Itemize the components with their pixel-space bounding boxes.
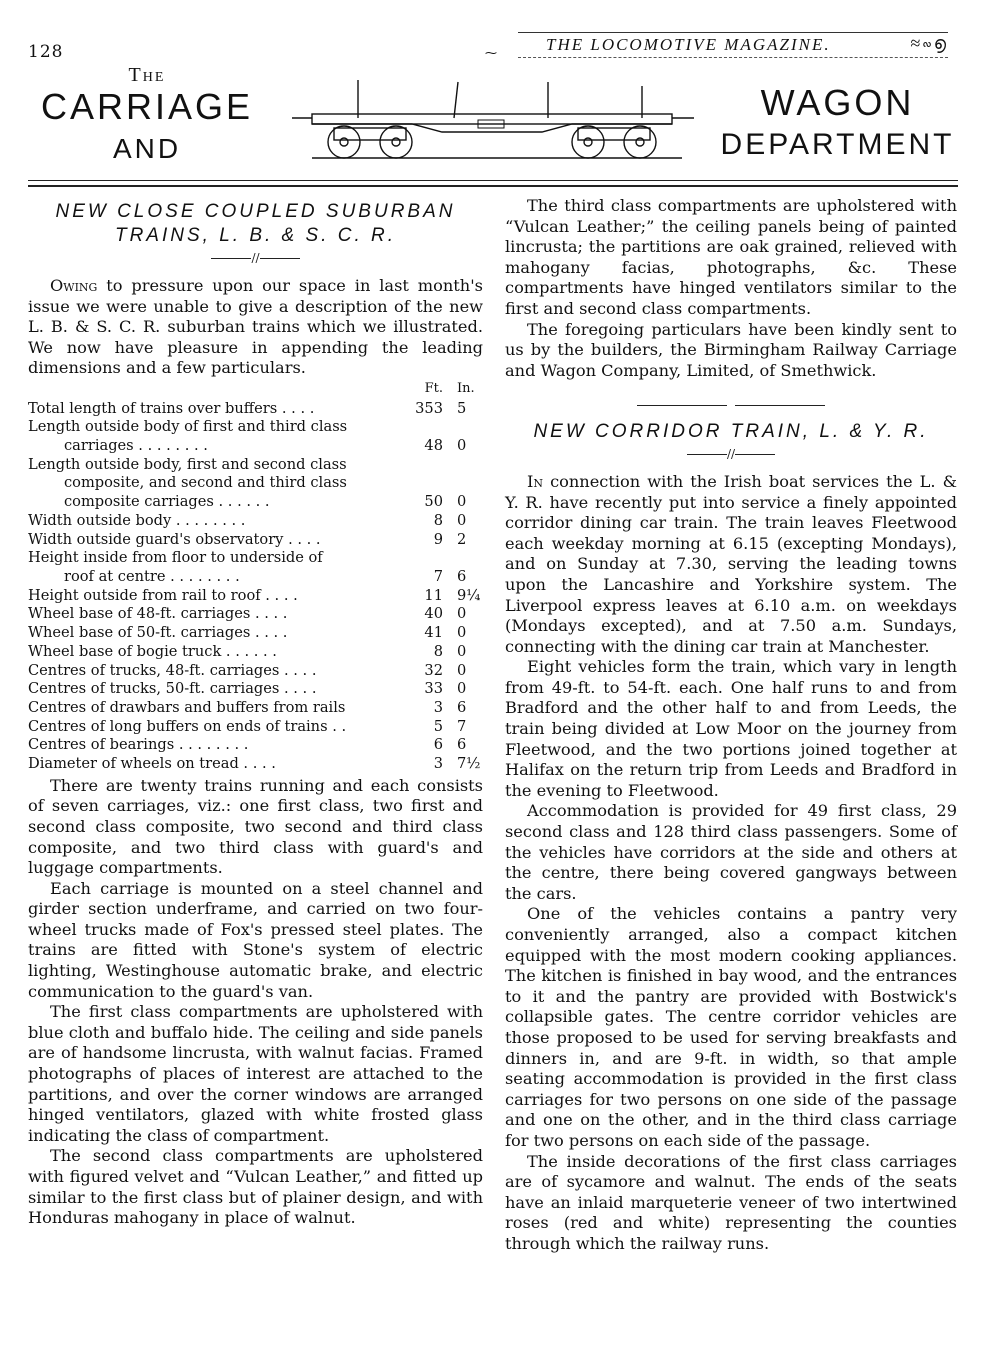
dimension-label: Width outside guard's observatory . . . . xyxy=(28,530,321,548)
flourish-icon: ⁓ xyxy=(485,46,497,60)
heading-the: The xyxy=(128,64,166,86)
dimension-feet: 48 xyxy=(424,437,443,455)
wheel xyxy=(624,126,656,158)
dimension-feet xyxy=(401,418,449,437)
dimension-label: Length outside body, first and second class xyxy=(28,455,347,473)
dimension-row xyxy=(28,493,483,512)
dimension-row xyxy=(28,736,483,755)
article2-paragraph: The inside decorations of the first class carriages are of sycamore and walnut. The ends of the seats have an inlaid marqueterie veneer of two intertwined roses (red and white) representing the counties through which the railway runs. xyxy=(505,1151,957,1253)
magazine-running-head xyxy=(518,32,948,58)
dimension-row xyxy=(28,755,483,774)
dimension-feet: 3 xyxy=(433,755,443,773)
header-ft: Ft. xyxy=(424,380,443,396)
intro-lead: Owing xyxy=(50,276,98,295)
dimension-label: Height outside from rail to roof . . . . xyxy=(28,586,298,604)
page-number-text: 128 xyxy=(28,42,64,62)
dimension-inches: 7½ xyxy=(457,755,481,773)
dimension-row xyxy=(28,456,483,475)
dimension-row xyxy=(28,512,483,531)
dimension-label: Width outside body . . . . . . . . xyxy=(28,511,246,529)
dimension-label: Centres of trucks, 50-ft. carriages . . . . xyxy=(28,680,317,698)
title-separator: // xyxy=(28,250,483,266)
dimension-row xyxy=(28,699,483,718)
section-divider xyxy=(505,391,957,412)
dimension-inches xyxy=(449,418,483,437)
dimension-feet: 33 xyxy=(424,680,443,698)
article1-paragraph: The first class compartments are upholstered with blue cloth and buffalo hide. The ceiling and side panels are of handsome lincrusta, with walnut facias. Framed photographs of places of interest are attached to the partitions, and over the corner windows are arranged hinged ventilators, glazed with white frosted glass indicating the class of compartment. xyxy=(28,1002,483,1145)
dimension-feet: 5 xyxy=(433,717,443,735)
intro-text: to pressure upon our space in last month's issue we were unable to give a description of the new L. B. & S. C. R. suburban trains which we illustrated. We now have pleasure in appending the leading dimensions and a few particulars. xyxy=(28,276,483,378)
article1-intro xyxy=(28,276,483,379)
dimension-row xyxy=(28,437,483,456)
dimension-feet xyxy=(401,474,449,493)
dimension-inches: 6 xyxy=(457,736,467,754)
dimension-feet xyxy=(401,456,449,475)
dimension-feet: 9 xyxy=(433,530,443,548)
dimension-row xyxy=(28,587,483,606)
department-heading-right xyxy=(715,82,960,162)
dimension-inches: 0 xyxy=(457,642,467,660)
dimension-inches: 9¼ xyxy=(457,586,481,604)
dimension-row xyxy=(28,568,483,587)
article1-title-line1: NEW CLOSE COUPLED SUBURBAN xyxy=(55,201,456,222)
left-column xyxy=(28,196,483,1229)
dimension-label: Centres of drawbars and buffers from rails xyxy=(28,698,346,716)
wagon-frame xyxy=(312,114,672,124)
dimension-inches: 0 xyxy=(457,511,467,529)
dimension-inches: 7 xyxy=(457,717,467,735)
dimension-inches: 2 xyxy=(457,530,467,548)
article2-paragraph: Accommodation is provided for 49 first class, 29 second class and 128 third class passengers. Some of the vehicles have corridors at the side and others at the centre, there being covered gangways between the cars. xyxy=(505,801,957,903)
dimension-label: composite, and second and third class xyxy=(64,474,347,492)
dimension-feet: 8 xyxy=(433,642,443,660)
dimension-inches xyxy=(449,456,483,475)
dimension-label: Centres of long buffers on ends of trains . . xyxy=(28,717,347,735)
article1-paragraph: There are twenty trains running and each consists of seven carriages, viz.: one first class, two first and second class composite, two second and third class composite, and two third class with guard's and luggage compartments. xyxy=(28,775,483,878)
dimension-row xyxy=(28,531,483,550)
dimension-feet: 40 xyxy=(424,605,443,623)
dimension-label: Wheel base of bogie truck . . . . . . xyxy=(28,642,277,660)
header-rule xyxy=(28,180,958,187)
page-number xyxy=(28,42,63,62)
dimension-inches xyxy=(449,549,483,568)
dimension-feet: 8 xyxy=(433,511,443,529)
article2-paragraph: One of the vehicles contains a pantry very conveniently arranged, also a compact kitchen equipped with the most modern cooking appliances. The kitchen is finished in bay wood, and the entrances to it and the pantry are provided with Bostwick's collapsible gates. The centre corridor vehicles are those proposed to be used for serving breakfasts and dinners in, and are 9-ft. in width, so that ample seating accommodation is provided in the first class carriages for two persons on one side of the passage and one on the other, and in the third class carriage for two persons on each side of the passage. xyxy=(505,904,957,1150)
title-separator: // xyxy=(505,446,957,462)
heading-carriage: CARRIAGE xyxy=(40,86,254,127)
article1-title xyxy=(28,200,483,248)
dimension-label: roof at centre . . . . . . . . xyxy=(64,568,240,585)
dimension-row xyxy=(28,718,483,737)
dimension-inches: 6 xyxy=(457,568,467,585)
article1-paragraph: The third class compartments are upholstered with “Vulcan Leather;” the ceiling panels being of painted lincrusta; the partitions are oak grained, relieved with mahogany facias, photographs, &c. These compartments have hinged ventilators similar to the first and second class compartments. xyxy=(505,196,957,318)
header-in: In. xyxy=(457,380,475,396)
dimension-inches: 0 xyxy=(457,493,467,511)
heading-and: AND xyxy=(112,133,182,164)
right-column xyxy=(505,196,957,1255)
table-header-row xyxy=(28,379,483,400)
dimension-inches xyxy=(449,474,483,493)
wheel xyxy=(572,126,604,158)
dimension-label: Wheel base of 48-ft. carriages . . . . xyxy=(28,605,288,623)
article2-title: NEW CORRIDOR TRAIN, L. & Y. R. xyxy=(533,420,929,442)
dimension-row xyxy=(28,662,483,681)
dimension-label: Diameter of wheels on tread . . . . xyxy=(28,755,276,773)
dimension-inches: 6 xyxy=(457,698,467,716)
dimension-feet: 11 xyxy=(424,586,443,604)
article1-paragraph: The second class compartments are upholstered with figured velvet and “Vulcan Leather,” and fitted up similar to the first class but of plainer design, and with Honduras mahogany in place of walnut. xyxy=(28,1146,483,1228)
dimension-feet: 353 xyxy=(415,399,443,417)
dimension-row xyxy=(28,549,483,568)
dimension-row xyxy=(28,605,483,624)
dimension-inches: 0 xyxy=(457,624,467,642)
dimension-label: Centres of bearings . . . . . . . . xyxy=(28,736,249,754)
dimension-label: Total length of trains over buffers . . . . xyxy=(28,399,315,417)
article2-paragraph: Eight vehicles form the train, which vary in length from 49-ft. to 54-ft. each. One half runs to and from Bradford and the other half to and from Leeds, the train being divided at Low Moor on the journey from Fleetwood, and the two portions joined together at Halifax on the return trip from Leeds and Bradford in the evening to Fleetwood. xyxy=(505,657,957,800)
dimension-inches: 0 xyxy=(457,605,467,623)
dimension-label: Centres of trucks, 48-ft. carriages . . . . xyxy=(28,661,317,679)
dimension-inches: 5 xyxy=(457,399,467,417)
department-heading-left xyxy=(32,64,262,165)
dimension-label: Height inside from floor to underside of xyxy=(28,549,323,567)
dimension-row xyxy=(28,418,483,437)
dimension-inches: 0 xyxy=(457,661,467,679)
dimension-row xyxy=(28,680,483,699)
dimension-row xyxy=(28,400,483,419)
article1-title-line2: TRAINS, L. B. & S. C. R. xyxy=(114,225,397,246)
dimension-row xyxy=(28,643,483,662)
dimension-row xyxy=(28,624,483,643)
dimension-feet: 3 xyxy=(433,698,443,716)
heading-department: DEPARTMENT xyxy=(720,128,955,161)
scroll-ornament-icon: ≈∾൭ xyxy=(910,33,948,53)
intro-text: connection with the Irish boat services the L. & Y. R. have recently put into service a finely appointed corridor dining car train. The train leaves Fleetwood each weekday morning at 6.15 (excepting Mondays), and on Sunday at 7.30, serving the leading towns upon the Lancashire and Yorkshire system. The Liverpool express leaves at 6.10 a.m. on weekdays (Mondays excepted), and at 7.50 a.m. Sundays, connecting with the dining car train at Manchester. xyxy=(505,471,957,656)
article1-paragraph: Each carriage is mounted on a steel channel and girder section underframe, and carried on two four-wheel trucks made of Fox's pressed steel plates. The trains are fitted with Stone's system of electric lighting, Westinghouse automatic brake, and electric communication to the guard's van. xyxy=(28,878,483,1001)
dimension-label: Length outside body of first and third class xyxy=(28,418,348,436)
wagon-illustration xyxy=(282,72,702,164)
wheel xyxy=(380,126,412,158)
dimension-feet: 7 xyxy=(433,568,443,585)
dimension-label: carriages . . . . . . . . xyxy=(64,437,208,455)
magazine-title: THE LOCOMOTIVE MAGAZINE. xyxy=(546,35,831,54)
heading-wagon: WAGON xyxy=(760,82,915,123)
dimension-inches: 0 xyxy=(457,680,467,698)
dimension-feet: 41 xyxy=(424,624,443,642)
dimension-row xyxy=(28,474,483,493)
dimension-label: Wheel base of 50-ft. carriages . . . . xyxy=(28,624,288,642)
dimension-feet xyxy=(401,549,449,568)
dimension-feet: 32 xyxy=(424,661,443,679)
intro-lead: In xyxy=(527,471,544,491)
article1-paragraph: The foregoing particulars have been kindly sent to us by the builders, the Birmingham Railway Carriage and Wagon Company, Limited, of Smethwick. xyxy=(505,319,957,380)
dimensions-table xyxy=(28,379,483,774)
stanchion xyxy=(454,82,458,118)
dimension-label: composite carriages . . . . . . xyxy=(64,493,270,511)
dimension-inches: 0 xyxy=(457,437,467,455)
dimension-feet: 50 xyxy=(424,493,443,511)
dimension-feet: 6 xyxy=(433,736,443,754)
article2-intro xyxy=(505,472,957,657)
wheel xyxy=(328,126,360,158)
